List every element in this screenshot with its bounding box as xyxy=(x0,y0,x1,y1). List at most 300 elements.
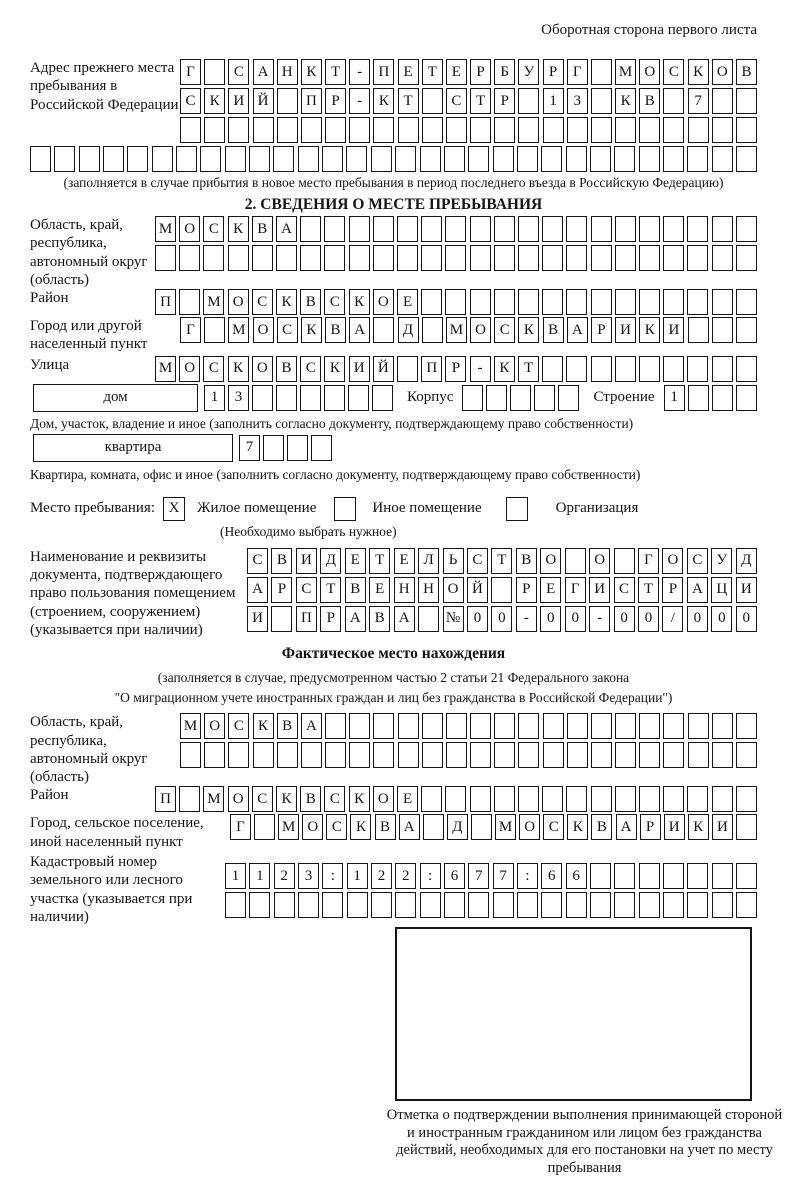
char-box[interactable] xyxy=(518,742,539,768)
char-box[interactable] xyxy=(639,356,660,382)
char-box[interactable] xyxy=(639,742,660,768)
char-box[interactable] xyxy=(591,245,612,271)
char-box[interactable] xyxy=(591,59,612,85)
char-box[interactable]: Т xyxy=(422,59,443,85)
char-box[interactable]: Н xyxy=(277,59,298,85)
char-box[interactable] xyxy=(287,435,308,461)
char-box[interactable]: Г xyxy=(567,59,588,85)
char-box[interactable] xyxy=(349,216,370,242)
char-box[interactable] xyxy=(155,245,176,271)
char-box[interactable] xyxy=(445,786,466,812)
char-box[interactable]: Т xyxy=(518,356,539,382)
char-box[interactable]: О xyxy=(373,289,394,315)
char-box[interactable]: 7 xyxy=(688,88,709,114)
char-box[interactable]: К xyxy=(204,88,225,114)
char-box[interactable]: О xyxy=(470,317,491,343)
char-box[interactable] xyxy=(152,146,173,172)
char-box[interactable]: А xyxy=(345,606,366,632)
char-box[interactable] xyxy=(397,356,418,382)
char-box[interactable] xyxy=(311,435,332,461)
char-box[interactable]: Т xyxy=(369,548,390,574)
char-box[interactable]: С xyxy=(614,577,635,603)
char-box[interactable]: 3 xyxy=(567,88,588,114)
char-box[interactable] xyxy=(249,146,270,172)
char-box[interactable] xyxy=(712,289,733,315)
char-box[interactable]: А xyxy=(687,577,708,603)
char-box[interactable]: 2 xyxy=(395,863,416,889)
char-box[interactable] xyxy=(225,146,246,172)
char-box[interactable]: О xyxy=(662,548,683,574)
char-box[interactable]: М xyxy=(180,713,201,739)
char-box[interactable] xyxy=(663,146,684,172)
char-box[interactable]: У xyxy=(518,59,539,85)
char-box[interactable]: Д xyxy=(447,814,468,840)
char-box[interactable] xyxy=(54,146,75,172)
char-box[interactable]: 7 xyxy=(493,863,514,889)
char-box[interactable]: О xyxy=(540,548,561,574)
char-box[interactable]: Й xyxy=(373,356,394,382)
char-box[interactable]: К xyxy=(350,814,371,840)
char-box[interactable] xyxy=(486,385,507,411)
char-box[interactable]: В xyxy=(252,216,273,242)
char-box[interactable]: О xyxy=(373,786,394,812)
char-box[interactable]: Р xyxy=(470,59,491,85)
char-box[interactable]: В xyxy=(277,713,298,739)
char-box[interactable] xyxy=(591,216,612,242)
char-box[interactable] xyxy=(639,117,660,143)
char-box[interactable]: К xyxy=(228,216,249,242)
char-box[interactable] xyxy=(736,356,757,382)
char-box[interactable] xyxy=(273,146,294,172)
char-box[interactable]: М xyxy=(228,317,249,343)
char-box[interactable]: И xyxy=(228,88,249,114)
char-box[interactable] xyxy=(422,713,443,739)
char-box[interactable] xyxy=(566,289,587,315)
char-box[interactable] xyxy=(639,786,660,812)
char-box[interactable]: Н xyxy=(418,577,439,603)
char-box[interactable] xyxy=(420,892,441,918)
char-box[interactable] xyxy=(300,216,321,242)
char-box[interactable]: К xyxy=(639,317,660,343)
char-box[interactable] xyxy=(468,892,489,918)
char-box[interactable]: Т xyxy=(320,577,341,603)
char-box[interactable]: Р xyxy=(325,88,346,114)
char-box[interactable] xyxy=(204,742,225,768)
char-box[interactable] xyxy=(736,742,757,768)
char-box[interactable]: С xyxy=(324,289,345,315)
char-box[interactable] xyxy=(300,385,321,411)
char-box[interactable]: Г xyxy=(565,577,586,603)
char-box[interactable] xyxy=(371,146,392,172)
char-box[interactable]: С xyxy=(252,786,273,812)
char-box[interactable]: С xyxy=(203,356,224,382)
char-box[interactable] xyxy=(446,117,467,143)
char-box[interactable]: К xyxy=(373,88,394,114)
char-box[interactable]: Л xyxy=(418,548,439,574)
char-box[interactable]: С xyxy=(247,548,268,574)
char-box[interactable] xyxy=(590,146,611,172)
char-box[interactable] xyxy=(494,216,515,242)
char-box[interactable]: 0 xyxy=(540,606,561,632)
char-box[interactable]: 0 xyxy=(565,606,586,632)
char-box[interactable]: А xyxy=(247,577,268,603)
char-box[interactable]: К xyxy=(615,88,636,114)
char-box[interactable] xyxy=(736,88,757,114)
char-box[interactable] xyxy=(397,216,418,242)
char-box[interactable]: Р xyxy=(591,317,612,343)
char-box[interactable] xyxy=(712,245,733,271)
char-box[interactable]: П xyxy=(373,59,394,85)
char-box[interactable] xyxy=(491,577,512,603)
char-box[interactable] xyxy=(444,146,465,172)
char-box[interactable] xyxy=(322,146,343,172)
char-box[interactable] xyxy=(687,216,708,242)
char-box[interactable] xyxy=(591,88,612,114)
char-box[interactable]: Р xyxy=(494,88,515,114)
char-box[interactable]: М xyxy=(155,356,176,382)
char-box[interactable]: В xyxy=(369,606,390,632)
char-box[interactable]: О xyxy=(639,59,660,85)
char-box[interactable]: К xyxy=(253,713,274,739)
char-box[interactable]: П xyxy=(296,606,317,632)
char-box[interactable]: А xyxy=(301,713,322,739)
char-box[interactable] xyxy=(301,117,322,143)
char-box[interactable] xyxy=(615,216,636,242)
char-box[interactable] xyxy=(663,289,684,315)
char-box[interactable]: Т xyxy=(325,59,346,85)
char-box[interactable] xyxy=(517,892,538,918)
char-box[interactable] xyxy=(276,245,297,271)
char-box[interactable] xyxy=(663,216,684,242)
char-box[interactable] xyxy=(346,146,367,172)
char-box[interactable] xyxy=(179,786,200,812)
char-box[interactable] xyxy=(421,289,442,315)
char-box[interactable]: 1 xyxy=(664,385,685,411)
char-box[interactable]: Г xyxy=(180,59,201,85)
char-box[interactable] xyxy=(712,356,733,382)
char-box[interactable]: В xyxy=(639,88,660,114)
char-box[interactable] xyxy=(518,245,539,271)
char-box[interactable] xyxy=(203,245,224,271)
char-box[interactable] xyxy=(736,117,757,143)
char-box[interactable]: 0 xyxy=(491,606,512,632)
char-box[interactable] xyxy=(274,892,295,918)
char-box[interactable] xyxy=(639,713,660,739)
char-box[interactable]: С xyxy=(277,317,298,343)
char-box[interactable] xyxy=(687,146,708,172)
char-box[interactable] xyxy=(712,863,733,889)
char-box[interactable]: В xyxy=(736,59,757,85)
char-box[interactable] xyxy=(615,245,636,271)
char-box[interactable] xyxy=(249,892,270,918)
char-box[interactable] xyxy=(418,606,439,632)
char-box[interactable] xyxy=(395,892,416,918)
char-box[interactable]: О xyxy=(589,548,610,574)
char-box[interactable]: : xyxy=(517,863,538,889)
char-box[interactable] xyxy=(271,606,292,632)
char-box[interactable]: В xyxy=(300,786,321,812)
char-box[interactable] xyxy=(663,88,684,114)
char-box[interactable]: К xyxy=(688,59,709,85)
char-box[interactable]: 0 xyxy=(638,606,659,632)
char-box[interactable]: Е xyxy=(398,59,419,85)
char-box[interactable]: И xyxy=(615,317,636,343)
char-box[interactable]: С xyxy=(300,356,321,382)
char-box[interactable]: М xyxy=(278,814,299,840)
char-box[interactable] xyxy=(445,245,466,271)
char-box[interactable] xyxy=(510,385,531,411)
char-box[interactable] xyxy=(471,814,492,840)
char-box[interactable] xyxy=(253,117,274,143)
char-box[interactable] xyxy=(298,146,319,172)
char-box[interactable] xyxy=(253,742,274,768)
char-box[interactable] xyxy=(736,385,757,411)
stay-checkbox-residential[interactable]: X xyxy=(163,497,185,521)
char-box[interactable] xyxy=(179,289,200,315)
char-box[interactable]: С xyxy=(228,59,249,85)
char-box[interactable]: И xyxy=(247,606,268,632)
char-box[interactable]: М xyxy=(203,289,224,315)
char-box[interactable] xyxy=(373,742,394,768)
char-box[interactable] xyxy=(542,356,563,382)
char-box[interactable]: О xyxy=(179,356,200,382)
char-box[interactable]: М xyxy=(155,216,176,242)
char-box[interactable] xyxy=(687,863,708,889)
char-box[interactable] xyxy=(567,713,588,739)
char-box[interactable] xyxy=(639,863,660,889)
char-box[interactable]: Г xyxy=(180,317,201,343)
char-box[interactable]: С xyxy=(326,814,347,840)
char-box[interactable] xyxy=(468,146,489,172)
char-box[interactable] xyxy=(423,814,444,840)
char-box[interactable] xyxy=(301,742,322,768)
char-box[interactable] xyxy=(736,892,757,918)
char-box[interactable] xyxy=(470,786,491,812)
char-box[interactable] xyxy=(176,146,197,172)
char-box[interactable] xyxy=(639,892,660,918)
char-box[interactable]: - xyxy=(516,606,537,632)
char-box[interactable] xyxy=(541,892,562,918)
char-box[interactable] xyxy=(687,289,708,315)
stay-checkbox-organization[interactable] xyxy=(506,497,528,521)
char-box[interactable] xyxy=(687,356,708,382)
char-box[interactable] xyxy=(180,117,201,143)
char-box[interactable] xyxy=(614,863,635,889)
char-box[interactable] xyxy=(373,245,394,271)
char-box[interactable] xyxy=(398,713,419,739)
char-box[interactable]: Й xyxy=(467,577,488,603)
char-box[interactable] xyxy=(736,317,757,343)
char-box[interactable]: О xyxy=(204,713,225,739)
char-box[interactable] xyxy=(639,146,660,172)
char-box[interactable] xyxy=(712,892,733,918)
char-box[interactable]: Е xyxy=(446,59,467,85)
char-box[interactable] xyxy=(663,742,684,768)
char-box[interactable] xyxy=(445,216,466,242)
char-box[interactable]: Б xyxy=(494,59,515,85)
char-box[interactable]: 7 xyxy=(468,863,489,889)
char-box[interactable]: 3 xyxy=(298,863,319,889)
char-box[interactable]: С xyxy=(467,548,488,574)
char-box[interactable]: - xyxy=(349,88,370,114)
char-box[interactable] xyxy=(712,146,733,172)
char-box[interactable]: В xyxy=(591,814,612,840)
char-box[interactable] xyxy=(615,356,636,382)
char-box[interactable]: К xyxy=(324,356,345,382)
char-box[interactable] xyxy=(712,317,733,343)
char-box[interactable]: К xyxy=(276,786,297,812)
char-box[interactable] xyxy=(422,317,443,343)
char-box[interactable] xyxy=(591,289,612,315)
char-box[interactable]: Т xyxy=(638,577,659,603)
char-box[interactable] xyxy=(398,117,419,143)
char-box[interactable]: К xyxy=(228,356,249,382)
char-box[interactable] xyxy=(566,356,587,382)
char-box[interactable]: 1 xyxy=(249,863,270,889)
char-box[interactable]: 6 xyxy=(444,863,465,889)
char-box[interactable] xyxy=(204,317,225,343)
char-box[interactable] xyxy=(687,892,708,918)
char-box[interactable]: 0 xyxy=(614,606,635,632)
char-box[interactable] xyxy=(462,385,483,411)
char-box[interactable]: А xyxy=(349,317,370,343)
char-box[interactable]: Е xyxy=(369,577,390,603)
char-box[interactable] xyxy=(103,146,124,172)
char-box[interactable] xyxy=(712,742,733,768)
char-box[interactable] xyxy=(446,713,467,739)
char-box[interactable] xyxy=(639,289,660,315)
char-box[interactable]: С xyxy=(203,216,224,242)
char-box[interactable] xyxy=(615,786,636,812)
char-box[interactable]: И xyxy=(663,317,684,343)
char-box[interactable]: 2 xyxy=(274,863,295,889)
char-box[interactable]: Г xyxy=(638,548,659,574)
char-box[interactable] xyxy=(444,892,465,918)
char-box[interactable]: И xyxy=(589,577,610,603)
char-box[interactable] xyxy=(565,548,586,574)
char-box[interactable] xyxy=(663,713,684,739)
char-box[interactable] xyxy=(736,245,757,271)
char-box[interactable]: А xyxy=(394,606,415,632)
char-box[interactable] xyxy=(494,786,515,812)
char-box[interactable] xyxy=(567,117,588,143)
char-box[interactable]: 1 xyxy=(204,385,225,411)
char-box[interactable] xyxy=(542,245,563,271)
char-box[interactable] xyxy=(325,742,346,768)
char-box[interactable]: Р xyxy=(271,577,292,603)
char-box[interactable] xyxy=(322,892,343,918)
char-box[interactable] xyxy=(736,289,757,315)
char-box[interactable] xyxy=(470,245,491,271)
char-box[interactable] xyxy=(639,245,660,271)
char-box[interactable] xyxy=(688,742,709,768)
char-box[interactable] xyxy=(566,216,587,242)
char-box[interactable] xyxy=(349,245,370,271)
char-box[interactable]: А xyxy=(253,59,274,85)
char-box[interactable] xyxy=(371,892,392,918)
char-box[interactable] xyxy=(79,146,100,172)
char-box[interactable]: В xyxy=(345,577,366,603)
char-box[interactable] xyxy=(736,863,757,889)
char-box[interactable]: : xyxy=(420,863,441,889)
char-box[interactable] xyxy=(614,548,635,574)
char-box[interactable]: Р xyxy=(640,814,661,840)
char-box[interactable] xyxy=(200,146,221,172)
char-box[interactable] xyxy=(30,146,51,172)
char-box[interactable] xyxy=(373,117,394,143)
char-box[interactable] xyxy=(615,713,636,739)
char-box[interactable] xyxy=(325,713,346,739)
char-box[interactable] xyxy=(180,742,201,768)
char-box[interactable] xyxy=(566,245,587,271)
char-box[interactable] xyxy=(422,117,443,143)
char-box[interactable] xyxy=(712,385,733,411)
char-box[interactable]: Н xyxy=(394,577,415,603)
char-box[interactable] xyxy=(254,814,275,840)
char-box[interactable]: С xyxy=(324,786,345,812)
char-box[interactable] xyxy=(422,88,443,114)
char-box[interactable]: 7 xyxy=(239,435,260,461)
char-box[interactable] xyxy=(615,117,636,143)
char-box[interactable]: С xyxy=(543,814,564,840)
char-box[interactable]: Й xyxy=(253,88,274,114)
char-box[interactable] xyxy=(300,245,321,271)
char-box[interactable] xyxy=(534,385,555,411)
char-box[interactable]: О xyxy=(252,356,273,382)
char-box[interactable] xyxy=(518,216,539,242)
char-box[interactable]: П xyxy=(155,786,176,812)
char-box[interactable] xyxy=(712,117,733,143)
char-box[interactable] xyxy=(712,216,733,242)
char-box[interactable]: К xyxy=(276,289,297,315)
char-box[interactable]: В xyxy=(516,548,537,574)
char-box[interactable] xyxy=(276,385,297,411)
char-box[interactable]: Р xyxy=(320,606,341,632)
char-box[interactable]: Д xyxy=(398,317,419,343)
char-box[interactable] xyxy=(518,117,539,143)
char-box[interactable] xyxy=(712,88,733,114)
char-box[interactable] xyxy=(518,289,539,315)
char-box[interactable] xyxy=(373,216,394,242)
char-box[interactable] xyxy=(663,863,684,889)
char-box[interactable]: К xyxy=(688,814,709,840)
char-box[interactable]: О xyxy=(253,317,274,343)
char-box[interactable]: О xyxy=(302,814,323,840)
char-box[interactable]: 0 xyxy=(467,606,488,632)
char-box[interactable]: С xyxy=(180,88,201,114)
char-box[interactable]: : xyxy=(322,863,343,889)
char-box[interactable] xyxy=(639,216,660,242)
char-box[interactable] xyxy=(349,742,370,768)
char-box[interactable]: Р xyxy=(445,356,466,382)
char-box[interactable] xyxy=(566,786,587,812)
char-box[interactable]: И xyxy=(736,577,757,603)
char-box[interactable] xyxy=(494,289,515,315)
char-box[interactable]: О xyxy=(228,786,249,812)
char-box[interactable]: 1 xyxy=(225,863,246,889)
char-box[interactable] xyxy=(688,117,709,143)
char-box[interactable]: - xyxy=(470,356,491,382)
char-box[interactable] xyxy=(398,742,419,768)
char-box[interactable] xyxy=(373,317,394,343)
char-box[interactable] xyxy=(372,385,393,411)
char-box[interactable] xyxy=(663,786,684,812)
char-box[interactable]: Е xyxy=(540,577,561,603)
char-box[interactable]: А xyxy=(399,814,420,840)
char-box[interactable] xyxy=(542,786,563,812)
char-box[interactable]: И xyxy=(664,814,685,840)
char-box[interactable] xyxy=(298,892,319,918)
